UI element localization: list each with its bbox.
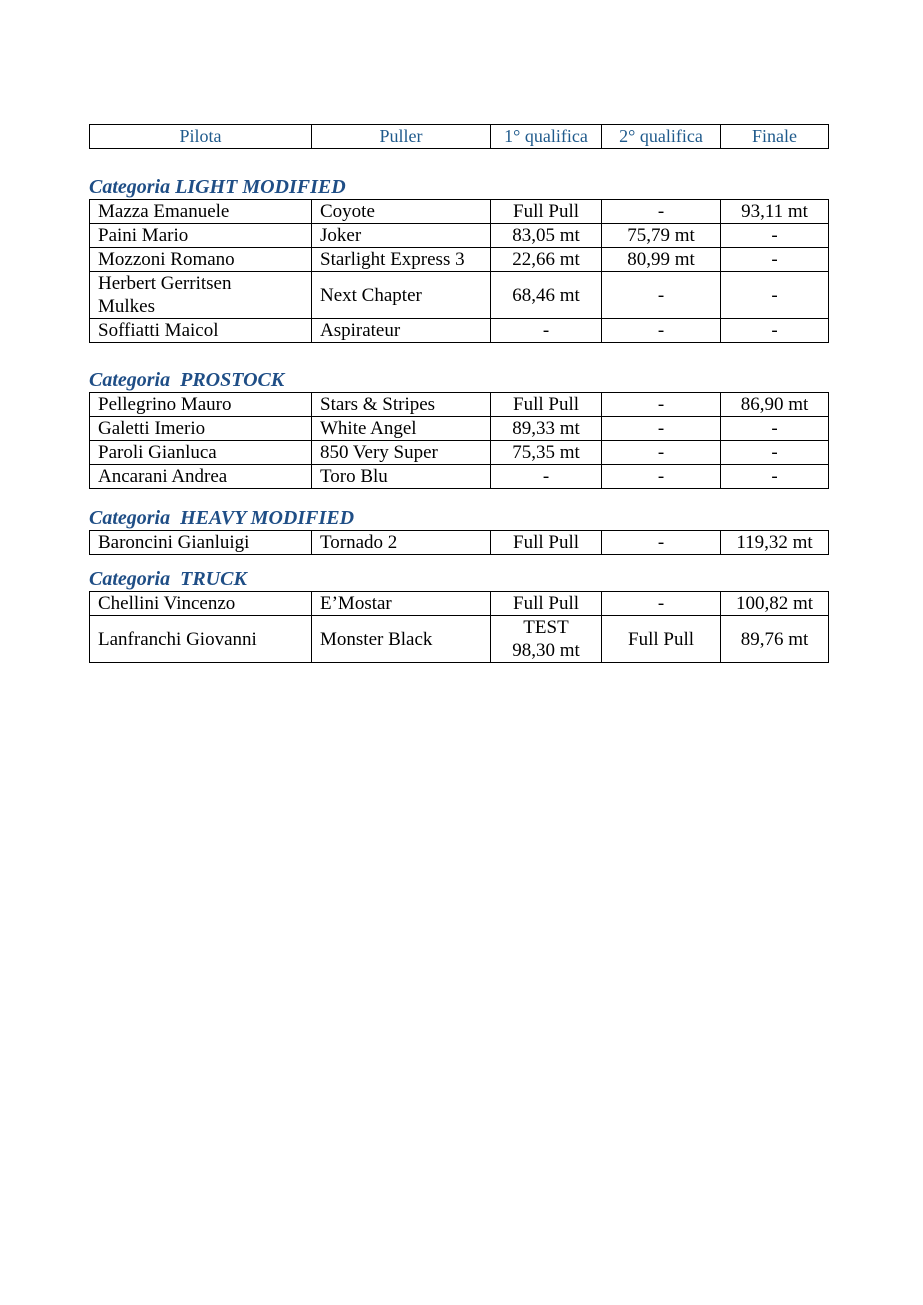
header-pilota: Pilota bbox=[90, 125, 312, 149]
qualifica-1-cell: Full Pull bbox=[491, 393, 602, 417]
qualifica-2-cell: - bbox=[602, 319, 721, 343]
finale-cell: - bbox=[721, 319, 829, 343]
qualifica-1-cell bbox=[491, 616, 602, 663]
qualifica-1-cell: Full Pull bbox=[491, 592, 602, 616]
puller-cell: Aspirateur bbox=[312, 319, 491, 343]
category-title-prostock: Categoria PROSTOCK bbox=[89, 369, 285, 391]
pilota-cell bbox=[90, 272, 312, 319]
header-qualifica-1: 1° qualifica bbox=[491, 125, 602, 149]
puller-cell: Coyote bbox=[312, 200, 491, 224]
finale-cell: 86,90 mt bbox=[721, 393, 829, 417]
qualifica-2-cell: - bbox=[602, 272, 721, 319]
finale-cell: - bbox=[721, 224, 829, 248]
category-table-truck bbox=[89, 591, 829, 663]
puller-cell: Stars & Stripes bbox=[312, 393, 491, 417]
qualifica-1-cell: - bbox=[491, 465, 602, 489]
qualifica-2-cell: 75,79 mt bbox=[602, 224, 721, 248]
finale-cell: - bbox=[721, 465, 829, 489]
qualifica-2-cell: - bbox=[602, 441, 721, 465]
header-puller: Puller bbox=[312, 125, 491, 149]
finale-cell: 100,82 mt bbox=[721, 592, 829, 616]
qualifica-1-cell: 68,46 mt bbox=[491, 272, 602, 319]
pilota-cell: Baroncini Gianluigi bbox=[90, 531, 312, 555]
table-row bbox=[90, 592, 829, 616]
qualifica-2-cell: - bbox=[602, 393, 721, 417]
qualifica-2-cell: - bbox=[602, 417, 721, 441]
pilota-cell: Chellini Vincenzo bbox=[90, 592, 312, 616]
category-table-heavy-modified bbox=[89, 530, 829, 555]
category-table-prostock bbox=[89, 392, 829, 489]
finale-cell: - bbox=[721, 272, 829, 319]
pilota-line-1: Herbert Gerritsen bbox=[98, 273, 232, 294]
pilota-cell: Paroli Gianluca bbox=[90, 441, 312, 465]
qualifica-2-cell: - bbox=[602, 592, 721, 616]
qualifica-2-cell: - bbox=[602, 531, 721, 555]
qualifica-2-cell: 80,99 mt bbox=[602, 248, 721, 272]
finale-cell: - bbox=[721, 441, 829, 465]
table-row bbox=[90, 393, 829, 417]
table-row bbox=[90, 417, 829, 441]
qualifica-1-cell: 22,66 mt bbox=[491, 248, 602, 272]
results-document bbox=[89, 124, 828, 663]
table-row bbox=[90, 319, 829, 343]
header-row bbox=[90, 125, 829, 149]
pilota-cell: Lanfranchi Giovanni bbox=[90, 616, 312, 663]
category-title-light-modified: Categoria LIGHT MODIFIED bbox=[89, 176, 346, 198]
category-title-heavy-modified: Categoria HEAVY MODIFIED bbox=[89, 507, 355, 529]
table-row bbox=[90, 465, 829, 489]
header-table bbox=[89, 124, 829, 149]
qualifica-2-cell: - bbox=[602, 200, 721, 224]
qualifica-1-cell: - bbox=[491, 319, 602, 343]
finale-cell: 93,11 mt bbox=[721, 200, 829, 224]
table-row bbox=[90, 616, 829, 663]
puller-cell: Tornado 2 bbox=[312, 531, 491, 555]
header-finale: Finale bbox=[721, 125, 829, 149]
qualifica-1-line-2: 98,30 mt bbox=[512, 640, 580, 661]
pilota-cell: Mazza Emanuele bbox=[90, 200, 312, 224]
qualifica-1-cell: 83,05 mt bbox=[491, 224, 602, 248]
puller-cell: 850 Very Super bbox=[312, 441, 491, 465]
pilota-cell: Mozzoni Romano bbox=[90, 248, 312, 272]
pilota-cell: Galetti Imerio bbox=[90, 417, 312, 441]
pilota-line-2: Mulkes bbox=[98, 296, 155, 317]
puller-cell: Next Chapter bbox=[312, 272, 491, 319]
finale-cell: 119,32 mt bbox=[721, 531, 829, 555]
puller-cell: White Angel bbox=[312, 417, 491, 441]
header-qualifica-2: 2° qualifica bbox=[602, 125, 721, 149]
category-table-light-modified bbox=[89, 199, 829, 343]
qualifica-1-cell: Full Pull bbox=[491, 531, 602, 555]
qualifica-1-cell: 75,35 mt bbox=[491, 441, 602, 465]
qualifica-1-line-1: TEST bbox=[523, 617, 569, 638]
qualifica-1-cell: 89,33 mt bbox=[491, 417, 602, 441]
puller-cell: Joker bbox=[312, 224, 491, 248]
pilota-cell: Soffiatti Maicol bbox=[90, 319, 312, 343]
finale-cell: - bbox=[721, 248, 829, 272]
table-row bbox=[90, 224, 829, 248]
pilota-cell: Ancarani Andrea bbox=[90, 465, 312, 489]
finale-cell: - bbox=[721, 417, 829, 441]
pilota-cell: Paini Mario bbox=[90, 224, 312, 248]
finale-cell: 89,76 mt bbox=[721, 616, 829, 663]
qualifica-2-cell: Full Pull bbox=[602, 616, 721, 663]
table-row bbox=[90, 248, 829, 272]
category-title-truck: Categoria TRUCK bbox=[89, 568, 247, 590]
puller-cell: Starlight Express 3 bbox=[312, 248, 491, 272]
table-row bbox=[90, 272, 829, 319]
qualifica-1-cell: Full Pull bbox=[491, 200, 602, 224]
puller-cell: E’Mostar bbox=[312, 592, 491, 616]
table-row bbox=[90, 531, 829, 555]
table-row bbox=[90, 200, 829, 224]
table-row bbox=[90, 441, 829, 465]
puller-cell: Toro Blu bbox=[312, 465, 491, 489]
qualifica-2-cell: - bbox=[602, 465, 721, 489]
pilota-cell: Pellegrino Mauro bbox=[90, 393, 312, 417]
puller-cell: Monster Black bbox=[312, 616, 491, 663]
